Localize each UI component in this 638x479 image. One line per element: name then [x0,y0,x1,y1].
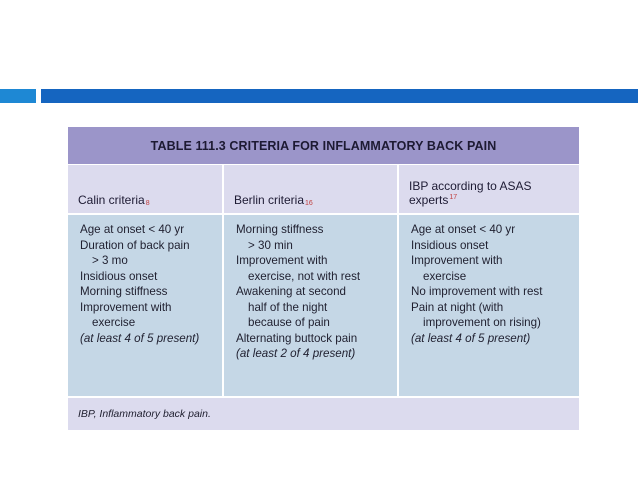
table-body-row [68,213,579,396]
list-item: exercise [423,269,467,283]
header-asas-text: IBP according to ASAS experts [409,179,532,207]
list-item: Improvement with [411,254,503,267]
accent-bar-left [0,89,36,103]
header-asas-label [409,179,569,207]
asas-criteria-cell [397,215,579,396]
list-item: exercise, not with rest [248,269,361,283]
list-item: Morning stiffness [80,285,168,298]
list-item: because of pain [248,316,330,329]
list-item: Age at onset < 40 yr [80,223,185,236]
list-item: Age at onset < 40 yr [411,223,516,236]
list-item: > 30 min [248,238,293,252]
header-asas [397,165,579,213]
list-item: exercise [92,316,136,329]
table-footnote [68,396,579,430]
list-item: No improvement with rest [411,285,543,298]
list-item: (at least 4 of 5 present) [80,331,200,345]
list-item: Pain at night (with [411,300,504,314]
header-calin-label: Calin criteria [78,193,145,207]
berlin-criteria-cell [222,215,397,396]
header-calin-ref: 8 [145,200,150,207]
accent-bar-main [41,89,638,103]
calin-criteria-cell [68,215,222,396]
list-item: improvement on rising) [423,316,541,329]
list-item: Insidious onset [411,238,489,252]
criteria-table [68,127,579,427]
list-item: Awakening at second [236,285,347,298]
list-item: Improvement with [236,254,328,267]
table-title-text: TABLE 111.3 CRITERIA FOR INFLAMMATORY BACK PAIN [150,138,497,153]
table-title [68,127,579,164]
table-header-row [68,164,579,213]
header-berlin-ref: 16 [305,200,313,207]
header-calin [68,165,222,213]
list-item: Insidious onset [80,269,158,283]
list-item: (at least 4 of 5 present) [411,331,531,345]
list-item: Morning stiffness [236,223,324,236]
list-item: Alternating buttock pain [236,331,358,345]
list-item: > 3 mo [92,254,128,267]
header-berlin [222,165,397,213]
list-item: (at least 2 of 4 present) [236,347,356,360]
list-item: Improvement with [80,300,172,314]
header-asas-ref: 17 [449,194,458,201]
list-item: Duration of back pain [80,238,190,252]
table-footnote-text: IBP, Inflammatory back pain. [78,408,211,420]
header-berlin-label: Berlin criteria [234,193,305,207]
list-item: half of the night [248,300,328,314]
